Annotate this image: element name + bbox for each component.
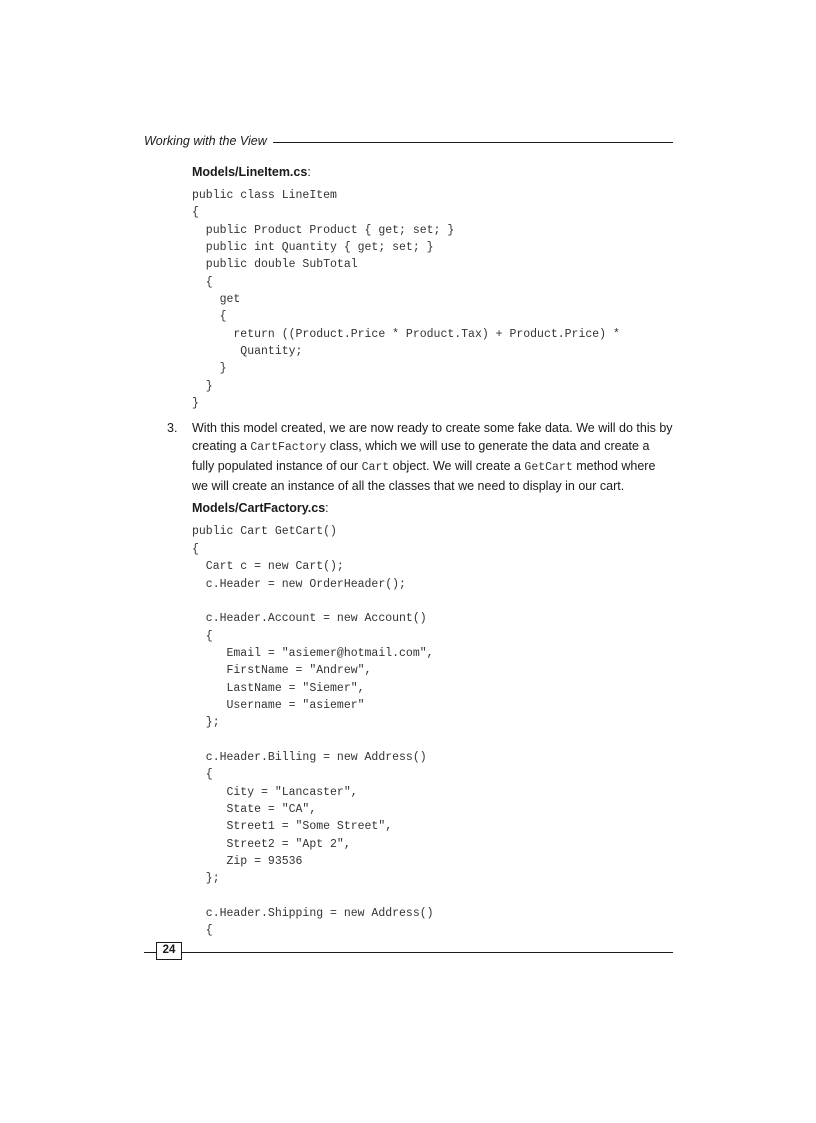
footer-rule — [144, 952, 156, 953]
inline-code-cart: Cart — [361, 461, 390, 475]
code-filename-lineitem: Models/LineItem.cs: — [192, 165, 311, 179]
step-text: object. We will create a — [389, 459, 525, 474]
page-footer — [144, 942, 673, 964]
inline-code-cartfactory: CartFactory — [250, 441, 327, 455]
step-number: 3. — [167, 421, 178, 436]
step-text: With this model created, we are now ready to create some fake data. We will do this by creating a — [192, 421, 673, 454]
code-block-lineitem: public class LineItem { public Product Product { get; set; } public int Quantity { get; set; } public double SubTotal { get { return ((Product.Price * Product.Tax) + Product.Price) * Quantity; } } } — [192, 189, 620, 411]
running-header — [144, 134, 673, 148]
step-text: class, which we will use to generate the data and create a fully populated instance of our — [192, 439, 650, 474]
step-3-paragraph — [167, 419, 673, 495]
page-content — [167, 165, 673, 940]
footer-rule — [182, 952, 673, 953]
code-filename-cartfactory: Models/CartFactory.cs: — [192, 501, 329, 516]
code-block-cartfactory: public Cart GetCart() { Cart c = new Cart(); c.Header = new OrderHeader(); c.Header.Account = new Account() { Email = "asiemer@hotmail.com", FirstName = "Andrew", LastName = "Siemer", Username = "asiemer" }; c.Header.Billing = new Address() { City = "Lancaster", State = "CA", Street1 = "Some Street", Street2 = "Apt 2", Zip = 93536 }; c.Header.Shipping = new Address() { — [192, 525, 434, 938]
header-rule — [273, 142, 673, 143]
inline-code-getcart: GetCart — [524, 461, 573, 475]
step-text: method where we will create an instance of all the classes that we need to display in our cart. — [192, 459, 656, 494]
page-number: 24 — [156, 942, 182, 960]
chapter-title: Working with the View — [144, 134, 267, 148]
